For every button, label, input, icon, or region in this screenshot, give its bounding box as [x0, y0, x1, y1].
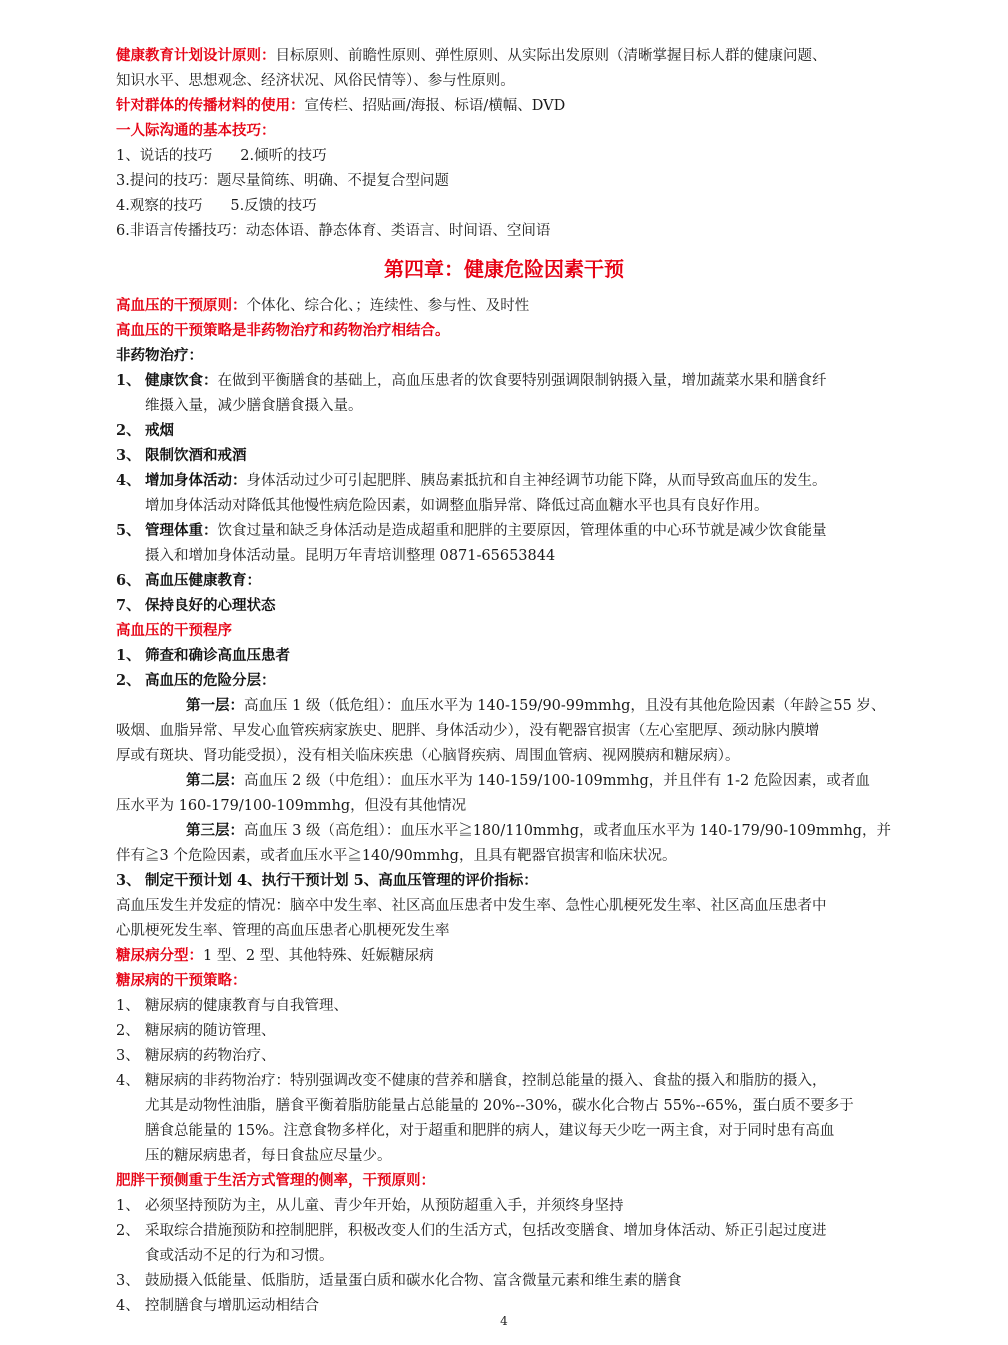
list-heading: 增加身体活动： [145, 472, 247, 489]
list-item [116, 596, 896, 616]
list-text: 糖尿病的非药物治疗：特别强调改变不健康的营养和膳食，控制总能量的摄入、食盐的摄入和脂肪的摄入， [145, 1073, 827, 1089]
layer-heading: 第三层： [186, 822, 244, 839]
list-text-continued: 摄入和增加身体活动量。昆明万年青培训整理 0871-65653844 [145, 548, 556, 564]
skills-line-1 [116, 146, 896, 166]
list-heading: 管理体重： [145, 522, 218, 539]
skills-line-4: 6.非语言传播技巧：动态体语、静态体育、类语言、时间语、空间语 [116, 223, 551, 239]
text-materials: 宣传栏、招贴画/海报、标语/横幅、DVD [304, 98, 566, 114]
layer-heading: 第一层： [186, 697, 244, 714]
list-number: 4、 [116, 1298, 140, 1314]
layer-heading: 第二层： [186, 772, 244, 789]
list-text: 身体活动过少可引起肥胖、胰岛素抵抗和自主神经调节功能下降，从而导致高血压的发生。 [246, 473, 827, 489]
heading-communication-skills: 一人际沟通的基本技巧： [116, 122, 276, 139]
heading-materials: 针对群体的传播材料的使用： [116, 97, 305, 114]
list-number: 1、 [116, 1198, 140, 1214]
layer-text-continued: 伴有≧3 个危险因素，或者血压水平≧140/90mmhg，且具有靶器官损害和临床状况。 [116, 848, 677, 864]
heading-nondrug: 非药物治疗： [116, 347, 203, 364]
list-number: 7、 [116, 597, 141, 614]
list-number: 1、 [116, 372, 141, 389]
text-plan-principles: 目标原则、前瞻性原则、弹性原则、从实际出发原则（清晰掌握目标人群的健康问题、 [275, 48, 827, 64]
list-item [116, 1271, 896, 1291]
list-text-continued: 增加身体活动对降低其他慢性病危险因素，如调整血脂异常、降低过高血糖水平也具有良好作用。 [145, 498, 769, 514]
heading-dm-types: 糖尿病分型： [116, 947, 203, 964]
paragraph-materials [116, 96, 896, 116]
list-item [116, 646, 896, 666]
skill-item: 5.反馈的技巧 [230, 198, 317, 214]
list-item [116, 521, 896, 541]
list-number: 3、 [116, 1273, 140, 1289]
page-number: 4 [500, 1314, 508, 1328]
text-line: 知识水平、思想观念、经济状况、风俗民情等）、参与性原则。 [116, 73, 515, 89]
list-text-continued: 尤其是动物性油脂，膳食平衡着脂肪能量占总能量的 20%--30%，碳水化合物占 55%--65%，蛋白质不要多于 [145, 1098, 854, 1114]
heading-hbp-principles: 高血压的干预原则： [116, 297, 247, 314]
list-item [116, 671, 896, 691]
list-item [116, 871, 896, 891]
list-heading: 高血压健康教育： [145, 572, 261, 589]
list-text: 控制膳食与增肌运动相结合 [145, 1298, 319, 1314]
list-text: 糖尿病的药物治疗、 [145, 1048, 276, 1064]
text-dm-types: 1 型、2 型、其他特殊、妊娠糖尿病 [203, 948, 434, 964]
list-number: 3、 [116, 872, 141, 889]
list-heading: 戒烟 [145, 422, 174, 439]
list-heading: 制定干预计划 4、执行干预计划 5、高血压管理的评价指标： [145, 872, 538, 889]
skill-item: 4.观察的技巧 [116, 198, 203, 214]
list-heading: 健康饮食： [145, 372, 218, 389]
list-item [116, 571, 896, 591]
list-text-continued: 压的糖尿病患者，每日食盐应尽量少。 [145, 1148, 392, 1164]
list-text: 采取综合措施预防和控制肥胖，积极改变人们的生活方式，包括改变膳食、增加身体活动、矫正引起过度进 [145, 1223, 827, 1239]
layer-1 [116, 696, 896, 716]
layer-2 [116, 771, 896, 791]
list-text-continued: 食或活动不足的行为和习惯。 [145, 1248, 334, 1264]
text-hbp-principles: 个体化、综合化、；连续性、参与性、及时性 [246, 298, 530, 314]
list-item [116, 1021, 896, 1041]
list-number: 4、 [116, 472, 141, 489]
heading-plan-principles: 健康教育计划设计原则： [116, 47, 276, 64]
list-number: 2、 [116, 672, 141, 689]
text-line: 心肌梗死发生率、管理的高血压患者心肌梗死发生率 [116, 923, 450, 939]
list-text: 必须坚持预防为主，从儿童、青少年开始，从预防超重入手，并须终身坚持 [145, 1198, 624, 1214]
list-text: 糖尿病的随访管理、 [145, 1023, 276, 1039]
list-item [116, 421, 896, 441]
list-number: 1、 [116, 647, 141, 664]
list-item [116, 1046, 896, 1066]
list-number: 3、 [116, 1048, 140, 1064]
list-item [116, 1071, 896, 1091]
layer-text-continued: 厚或有斑块、肾功能受损），没有相关临床疾患（心脑肾疾病、周围血管病、视网膜病和糖尿病）。 [116, 748, 740, 764]
list-item [116, 1196, 896, 1216]
list-number: 3、 [116, 447, 141, 464]
list-number: 1、 [116, 998, 140, 1014]
heading-hbp-strategy: 高血压的干预策略是非药物治疗和药物治疗相结合。 [116, 322, 450, 339]
list-item [116, 446, 896, 466]
list-item [116, 371, 896, 391]
list-text: 饮食过量和缺乏身体活动是造成超重和肥胖的主要原因，管理体重的中心环节就是减少饮食能量 [217, 523, 827, 539]
skill-item: 2.倾听的技巧 [240, 148, 327, 164]
chapter-title: 第四章：健康危险因素干预 [384, 257, 624, 281]
paragraph-hbp-principles [116, 296, 896, 316]
list-text-continued: 膳食总能量的 15%。注意食物多样化，对于超重和肥胖的病人，建议每天少吃一两主食，对于同时患有高血 [145, 1123, 835, 1139]
list-heading: 保持良好的心理状态 [145, 597, 276, 614]
list-number: 2、 [116, 422, 141, 439]
paragraph-plan-principles [116, 46, 896, 66]
layer-text: 高血压 2 级（中危组）：血压水平为 140-159/100-109mmhg，并且伴有 1-2 危险因素，或者血 [244, 773, 870, 789]
layer-text: 高血压 3 级（高危组）：血压水平≧180/110mmhg，或者血压水平为 140-179/90-109mmhg，并 [244, 823, 891, 839]
heading-obesity: 肥胖干预侧重于生活方式管理的侧率，干预原则： [116, 1172, 435, 1189]
list-text: 糖尿病的健康教育与自我管理、 [145, 998, 348, 1014]
list-number: 2、 [116, 1023, 140, 1039]
list-item [116, 471, 896, 491]
list-item [116, 996, 896, 1016]
list-number: 6、 [116, 572, 141, 589]
list-number: 5、 [116, 522, 141, 539]
skills-line-3 [116, 196, 896, 216]
list-number: 2、 [116, 1223, 140, 1239]
list-heading: 筛查和确诊高血压患者 [145, 647, 290, 664]
heading-dm-strategy: 糖尿病的干预策略： [116, 972, 247, 989]
skill-item: 1、说话的技巧 [116, 148, 213, 164]
list-heading: 限制饮酒和戒酒 [145, 447, 247, 464]
list-item [116, 1221, 896, 1241]
list-number: 4、 [116, 1073, 140, 1089]
list-heading: 高血压的危险分层： [145, 672, 276, 689]
list-text: 鼓励摄入低能量、低脂肪，适量蛋白质和碳水化合物、富含微量元素和维生素的膳食 [145, 1273, 682, 1289]
text-line: 高血压发生并发症的情况：脑卒中发生率、社区高血压患者中发生率、急性心肌梗死发生率、社区高血压患者中 [116, 898, 827, 914]
skills-line-2: 3.提问的技巧：题尽量简练、明确、不提复合型问题 [116, 173, 449, 189]
list-text-continued: 维摄入量，减少膳食膳食摄入量。 [145, 398, 363, 414]
heading-hbp-procedure: 高血压的干预程序 [116, 622, 232, 639]
list-text: 在做到平衡膳食的基础上，高血压患者的饮食要特别强调限制钠摄入量，增加蔬菜水果和膳食纤 [217, 373, 827, 389]
layer-3 [116, 821, 896, 841]
layer-text: 高血压 1 级（低危组）：血压水平为 140-159/90-99mmhg，且没有其他危险因素（年龄≧55 岁、 [244, 698, 886, 714]
paragraph-dm-types [116, 946, 896, 966]
layer-text-continued: 吸烟、血脂异常、早发心血管疾病家族史、肥胖、身体活动少），没有靶器官损害（左心室肥厚、颈动脉内膜增 [116, 723, 820, 739]
layer-text-continued: 压水平为 160-179/100-109mmhg，但没有其他情况 [116, 798, 467, 814]
